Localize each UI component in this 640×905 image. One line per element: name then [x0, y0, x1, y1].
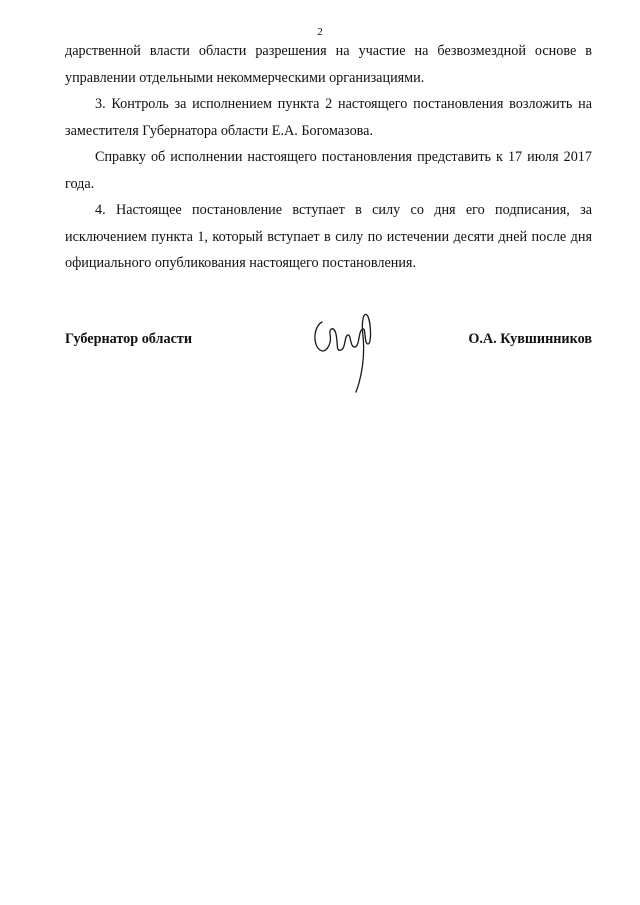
signatory-name: О.А. Кувшинников: [468, 331, 592, 347]
paragraph-item-4: 4. Настоящее постановление вступает в силу со дня его подписания, за исключением пункта 1, который вступает в силу по истечении десяти дней после дня официального опубликования настоящего постановления.: [65, 202, 592, 271]
signatory-title: Губернатор области: [65, 331, 193, 347]
document-body: [65, 38, 592, 277]
signature-block: [65, 300, 592, 400]
page-number: 2: [317, 26, 323, 38]
paragraph-continuation: дарственной власти области разрешения на участие на безвозмездной основе в управлении отдельными некоммерческими организациями.: [65, 43, 592, 86]
paragraph-item-3: 3. Контроль за исполнением пункта 2 настоящего постановления возложить на заместителя Губернатора области Е.А. Богомазова.: [65, 96, 592, 139]
handwritten-signature: [308, 300, 383, 395]
paragraph-report-deadline: Справку об исполнении настоящего постановления представить к 17 июля 2017 года.: [65, 149, 592, 192]
